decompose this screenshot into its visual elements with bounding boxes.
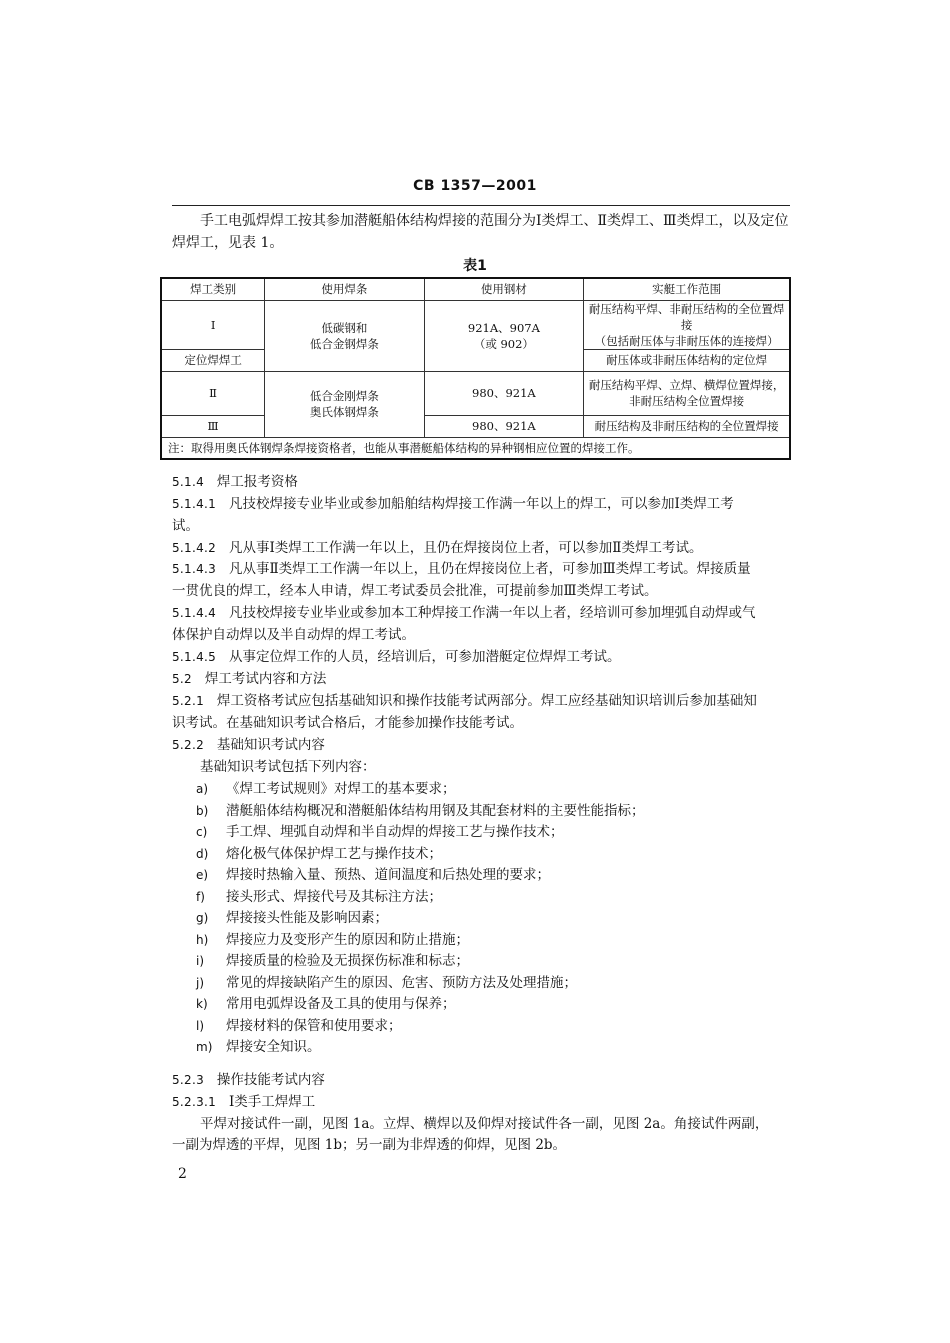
section-text: 凡从事Ⅰ类焊工工作满一年以上，且仍在焊接岗位上者，可以参加Ⅱ类焊工考试。 [228,540,703,556]
section-number: 5.1.4.2 [172,541,217,555]
list-letter: m) [196,1040,213,1054]
list-item [196,865,645,887]
section-title: 焊工考试内容和方法 [204,671,327,687]
section-5-2-3-1 [172,1092,790,1157]
list-letter: f) [196,889,205,904]
table-row [161,371,790,415]
list-item [196,1037,645,1059]
section-number: 5.1.4.1 [172,497,217,511]
list-item [196,973,645,995]
list-text: 焊接接头性能及影响因素； [226,910,388,926]
section-5-2-2 [172,735,790,778]
document-code-header: CB 1357—2001 [413,178,537,194]
section-5-2 [172,669,790,691]
list-text: 常用电弧焊设备及工具的使用与保养； [226,996,456,1012]
scope-cell: 耐压结构平焊、立焊、横焊位置焊接， 非耐压结构全位置焊接 [584,371,790,415]
section-lead: 基础知识考试包括下列内容： [200,758,376,775]
section-5-1-4 [172,472,790,494]
category-cell: Ⅰ [161,300,265,349]
list-letter: j) [196,975,205,990]
list-letter: k) [196,997,208,1011]
section-number: 5.1.4.5 [172,650,217,664]
list-text: 焊接应力及变形产生的原因和防止措施； [226,931,469,948]
category-cell: 定位焊焊工 [161,349,265,371]
list-letter: e) [196,868,209,882]
list-item [196,1016,645,1038]
knowledge-list [196,779,645,1059]
list-item [196,930,645,952]
list-text: 潜艇船体结构概况和潜艇船体结构用钢及其配套材料的主要性能指标； [226,802,645,819]
section-5-2-3 [172,1070,790,1092]
list-letter: c) [196,825,208,839]
list-letter: h) [196,932,209,947]
electrode-cell: 低合金刚焊条 奥氏体钢焊条 [265,371,424,437]
list-text: 接头形式、焊接代号及其标注方法； [226,888,442,905]
list-text: 焊接质量的检验及无损探伤标准和标志； [226,953,469,969]
section-title: 基础知识考试内容 [216,737,325,753]
header-cell: 使用钢材 [424,278,584,300]
list-text: 焊接安全知识。 [226,1039,321,1055]
section-title: Ⅰ类手工焊焊工 [228,1094,316,1110]
section-text-cont: 试。 [172,517,199,534]
list-letter: d) [196,846,209,861]
list-text: 熔化极气体保护焊工艺与操作技术； [226,845,442,862]
scope-cell: 耐压结构平焊、非耐压结构的全位置焊接 （包括耐压体与非耐压体的连接焊） [584,300,790,349]
scope-cell: 耐压体或非耐压体结构的定位焊 [584,349,790,371]
category-cell: Ⅱ [161,371,265,415]
section-number: 5.2.1 [172,694,205,708]
section-number: 5.1.4.3 [172,562,217,576]
section-number: 5.2.2 [172,738,205,752]
table-note-row [161,437,790,459]
section-text: 凡技校焊接专业毕业或参加本工种焊接工作满一年以上者，经培训可参加埋弧自动焊或气 [228,605,756,621]
section-number: 5.2.3 [172,1073,205,1087]
electrode-cell: 低碳钢和 低合金钢焊条 [265,300,424,371]
header-cell: 实艇工作范围 [584,278,790,300]
section-text: 焊工资格考试应包括基础知识和操作技能考试两部分。焊工应经基础知识培训后参加基础知 [216,693,757,709]
section-text-cont: 识考试。在基础知识考试合格后，才能参加操作技能考试。 [172,714,523,731]
page-number: 2 [178,1166,187,1182]
header-cell: 使用焊条 [265,278,424,300]
section-text: 从事定位焊工作的人员，经培训后，可参加潜艇定位焊焊工考试。 [228,649,621,665]
section-number: 5.2.3.1 [172,1095,217,1109]
section-text: 平焊对接试件一副，见图 1a。立焊、横焊以及仰焊对接试件各一副，见图 2a。角接试件两副， [200,1115,769,1132]
list-letter: b) [196,803,209,818]
section-5-1-4-2 [172,538,790,560]
welder-class-table [160,277,791,460]
category-cell: Ⅲ [161,415,265,437]
table-header-row [161,278,790,300]
intro-paragraph: 手工电弧焊焊工按其参加潜艇船体结构焊接的范围分为Ⅰ类焊工、Ⅱ类焊工、Ⅲ类焊工，以及定位焊焊工，见表 1。 [172,213,789,251]
list-item [196,887,645,909]
header-rule [172,205,790,206]
list-text: 焊接材料的保管和使用要求； [226,1017,402,1034]
section-title: 操作技能考试内容 [216,1072,325,1088]
steel-cell: 980、921A [424,415,584,437]
section-text: 凡从事Ⅱ类焊工工作满一年以上，且仍在焊接岗位上者，可参加Ⅲ类焊工考试。焊接质量 [228,561,751,577]
section-text: 凡技校焊接专业毕业或参加船舶结构焊接工作满一年以上的焊工，可以参加Ⅰ类焊工考 [228,496,734,512]
list-item [196,779,645,801]
table-note: 注：取得用奥氏体钢焊条焊接资格者，也能从事潜艇船体结构的异种钢相应位置的焊接工作。 [161,437,790,459]
list-letter: i) [196,954,205,968]
steel-cell: 980、921A [424,371,584,415]
section-text-cont: 一贯优良的焊工，经本人申请，焊工考试委员会批准，可提前参加Ⅲ类焊工考试。 [172,582,658,599]
section-5-1-4-4 [172,603,790,646]
section-5-1-4-1 [172,494,790,537]
table-row [161,415,790,437]
list-text: 常见的焊接缺陷产生的原因、危害、预防方法及处理措施； [226,974,577,991]
table-title: 表1 [463,258,487,274]
list-text: 焊接时热输入量、预热、道间温度和后热处理的要求； [226,867,550,883]
list-letter: a) [196,782,209,796]
list-text: 手工焊、埋弧自动焊和半自动焊的焊接工艺与操作技术； [226,824,564,840]
list-letter: g) [196,911,209,925]
section-5-1-4-3 [172,559,790,602]
header-cell: 焊工类别 [161,278,265,300]
section-5-2-1 [172,691,790,734]
section-number: 5.1.4.4 [172,606,217,620]
section-text-cont: 体保护自动焊以及半自动焊的焊工考试。 [172,626,415,643]
section-number: 5.1.4 [172,475,205,489]
section-number: 5.2 [172,672,192,686]
list-text: 《焊工考试规则》对焊工的基本要求； [226,781,456,797]
list-item [196,994,645,1016]
list-item [196,908,645,930]
list-item [196,844,645,866]
scope-cell: 耐压结构及非耐压结构的全位置焊接 [584,415,790,437]
list-item [196,801,645,823]
list-item [196,822,645,844]
section-5-1-4-5 [172,647,790,669]
section-text-cont: 一副为焊透的平焊，见图 1b；另一副为非焊透的仰焊，见图 2b。 [172,1137,567,1153]
section-title: 焊工报考资格 [216,474,298,490]
list-item [196,951,645,973]
steel-cell: 921A、907A （或 902） [424,300,584,371]
table-row [161,300,790,349]
list-letter: l) [196,1018,205,1033]
